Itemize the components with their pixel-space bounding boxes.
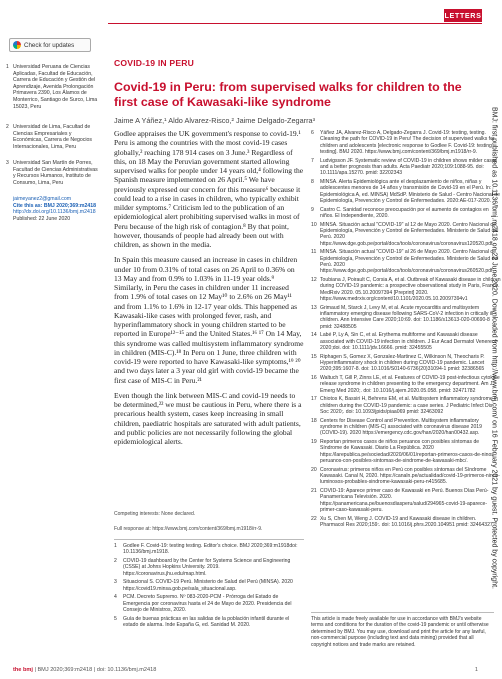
reference-item	[311, 439, 501, 464]
reference-item	[311, 179, 501, 204]
reference-number: 20	[311, 466, 317, 473]
reference-number: 17	[311, 396, 317, 403]
reference-number: 12	[311, 277, 317, 283]
reference-number: 15	[311, 353, 317, 360]
published-date: Published: 22 June 2020	[13, 216, 71, 223]
author-email[interactable]: jaimeyanez2@gmail.com	[13, 196, 72, 202]
reference-text: PCM. Decreto Supremo. Nº 083-2020-PCM - Prórroga del Estado de Emergencia por coronavirus hasta el 24 de Mayo de 2020. Presidencia del Consejo de Ministros, 2020.	[123, 594, 292, 613]
reference-item	[311, 249, 501, 274]
reference-text: COVID-19: Aparece primer caso de Kawasaki en Perú. Buenos Días Perú-Panamericana Televisión. 2020. https://panamericana.pe/buenosdiasperu/salud/294965-covid-19-aparece-primer-caso-kawasaki-peru.	[320, 487, 489, 514]
reference-text: Labé P, Ly A, Sin C, et al. Erythema multiforme and Kawasaki disease associated with COVID-19 infection in children. J Eur Acad Dermatol Venereol 2020;doi. doi: 10.1111/jdv.16666. pmid: 32455505	[320, 332, 496, 352]
reference-text: Riphagen S, Gomez X, Gonzalez-Martinez C, Wilkinson N, Theocharis P. Hyperinflammatory shock in children during COVID-19 pandemic. Lancet 2020;395:1607-8. doi: 10.1016/S0140-6736(20)31094-1 pmid: 32386565	[320, 353, 485, 373]
journal-name: the bmj	[13, 667, 33, 673]
reference-number: 21	[311, 487, 317, 494]
reference-item	[114, 579, 304, 592]
reference-item	[311, 130, 501, 155]
affiliation-text: Universidad San Martín de Porres, Facultad de Ciencias Administrativas y Recursos Humanos, Instituto de Consumo, Lima, Peru	[13, 160, 98, 186]
crossmark-icon	[13, 41, 21, 49]
footer-citation	[13, 667, 156, 673]
reference-text: Waltuch T, Gill P, Zinns LE, et al. Features of COVID-19 post-infectious cytokine release syndrome in children presenting to the emergency department. Am J Emerg Med 2020;. doi: 10.1016/j.ajem.2020.05.058. pmid: 32471782	[320, 375, 500, 394]
affiliation-number: 1	[6, 64, 9, 70]
reference-item	[311, 375, 501, 394]
reference-item	[114, 594, 304, 613]
affiliation-1	[6, 64, 101, 110]
author-list: Jaime A Yáñez,¹ Aldo Alvarez-Risco,² Jaime Delgado-Zegarra³	[114, 116, 316, 125]
reference-text: Godlee F. Covid-19: testing testing. Editor's choice. BMJ 2020;369:m1918doi: 10.1136/bmj.m1918.	[123, 543, 298, 556]
affiliation-text: Universidad de Lima, Facultad de Ciencias Empresariales y Económicas, Carrera de Negocios Internacionales, Lima, Peru	[13, 124, 93, 150]
body-paragraph: Even though the link between MIS-C and covid-19 needs to be determined,²² we must be cautious in Peru, where there is a precarious health system, cases keep increasing in small children, paediatric hospitals are saturated with adult patients, and public policies are not necessarily following the global epidemiological alerts.	[114, 390, 302, 446]
download-watermark-text: BMJ: first published as 10.1136/bmj.m2418 on 22 June 2020. Downloaded from http://www.bmj.com/ on 16 February 2021 by guest. Protected by copyright.	[490, 107, 498, 589]
reference-text: Castro C. Sanidad reconoce preocupación por el aumento de contagios en niños. El Independiente, 2020.	[320, 206, 489, 220]
reference-number: 16	[311, 375, 317, 381]
reference-text: Ludvigsson JF. Systematic review of COVID-19 in children shows milder cases and a better prognosis than adults. Acta Paediatr 2020;109:1088-95. doi: 10.1111/apa.15270. pmid: 32202343	[320, 157, 498, 177]
reference-text: MINSA. Alerta Epidemiológica ante el desplazamiento de niños, niñas y adolescentes menores de 14 años y transmisión de Covid-19 en el Perú. In: Epidemiológica A, ed. MINSA) MdSdP. Ministerio de Salud - Centro Nacional de Epidemiología, Prevención y Control de Enfermedades. 2020:AE-017-2020.	[320, 179, 500, 205]
affiliation-text: Universidad Peruana de Ciencias Aplicadas, Facultad de Educación, Carrera de Educación y Gestión del Aprendizaje, Avenida Prolongación Primavera 2390, Los Álamos de Monterrico, Santiago de Surco, Lima 15023, Peru	[13, 64, 98, 110]
affiliation-number: 2	[6, 124, 9, 130]
page-number: 1	[474, 667, 478, 673]
full-response: Full response at: https://www.bmj.com/content/369/bmj.m1918/rr-9.	[114, 526, 263, 532]
reference-item	[311, 305, 501, 330]
article-meta	[13, 196, 105, 223]
reference-item	[311, 467, 501, 486]
references-rule	[114, 539, 304, 540]
check-updates-button[interactable]	[9, 38, 91, 52]
reference-text: Chiotos K, Bassiri H, Behrens EM, et al. Multisystem inflammatory syndrome in children during the COVID-19 pandemic: a case series. J Pediatric Infect Dis Soc 2020;. doi: 10.1093/jpids/piaa069 pmid: 32463092	[320, 396, 499, 416]
reference-number: 3	[114, 579, 117, 586]
download-watermark	[488, 28, 500, 668]
reference-text: Grimaud M, Starck J, Levy M, et al. Acute myocarditis and multisystem inflammatory emerging disease following SARS-CoV-2 infection in critically ill children. Ann Intensive Care 2020;10:69. doi: 10.1186/s13613-020-00690-8 pmid: 32488505	[320, 304, 494, 330]
reference-number: 22	[311, 515, 317, 522]
reference-text: Guía de buenas prácticas en las salidas de la población infantil durante el estado de alarma. Inde España G, ed. Sanidad M. 2020.	[123, 615, 290, 628]
check-updates-label: Check for updates	[24, 41, 75, 49]
section-tag: LETTERS	[444, 11, 482, 20]
reference-item	[311, 516, 501, 529]
reference-item	[311, 488, 501, 513]
article-title: Covid-19 in Peru: from supervised walks for children to the first case of Kawasaki-like syndrome	[114, 80, 462, 109]
reference-text: Reportan primeros casos de niños peruanos con posibles síntomas de Síndrome de Kawasaki. Diario La República. 2020 https://larepublica.pe/sociedad/2020/06/01/reportan-primeros-casos-de-ninos-peruanos-con-posibles-sintomas-de-sindrome-de-kawasaki-mbc/.	[320, 438, 496, 465]
reference-item	[311, 396, 501, 415]
page-footer	[0, 664, 502, 679]
reference-number: 18	[311, 417, 317, 424]
affiliation-2	[6, 124, 101, 150]
reference-number: 11	[311, 249, 317, 256]
body-paragraph: In Spain this measure caused an increase in cases in children under 10 from 0.31% of total cases on 26 April to 0.36% on 13 May and from 0.9% to 1.03% in 11-19 year olds.⁹ Similarly, in Peru the cases in children under 11 increased from 1.9% of total cases on 12 May¹⁰ to 2.6% on 26 May¹¹ and from 1.1% to 1.6% in 12-17 year olds. This happened as Kawasaki-like cases with prolonged fever, rash, and hyperinflammatory shock in young children started to be reported in Europe¹²⁻¹⁵ and the United States.¹⁶ ¹⁷ On 14 May, this syndrome was called multisystem inflammatory syndrome in children (MIS-C).¹⁸ In Peru on 1 June, three children with covid-19 were reported to have Kawasaki-like symptoms,¹⁹ ²⁰ and two days later a 3 year old girl with covid-19 became the first case of MIS-C in Peru.²¹	[114, 255, 304, 385]
reference-number: 10	[311, 221, 317, 228]
body-paragraph: Godlee appraises the UK government's response to covid-19.¹ Peru is among the countries with the most covid-19 cases globally,² reaching 178 914 cases on 3 June.³ Regardless of this, on 18 May the Peruvian government started allowing supervised walks for people under 14 years old,⁴ following the Spanish measure implemented on 26 April.⁵ We have previously expressed our concern for this measure⁶ because it could lead to a rise in cases in children, who typically exhibit milder symptoms.⁷ Criticism led to the publication of an epidemiological alert prohibiting supervised walks in most of Peru because of the high risk of contagion.⁸ By that point, however, thousands of people had already been out with children, as shown in the media.	[114, 129, 304, 249]
reference-text: Xu S, Chen M, Weng J. COVID-19 and Kawasaki disease in children. Pharmacol Res 2020;159:. doi: 10.1016/j.phrs.2020.104951 pmid: 32464327	[320, 515, 493, 528]
reference-text: Yáñez JA, Alvarez-Risco A, Delgado-Zegarra J. Covid-19: testing, testing. Cleaning the path for COVID-19 in Peru! The decision of supervised walks for children and adolescents [electronic response to Godlee F. Covid-19: testing testing]. BMJ 2020. https://www.bmj.com/content/369/bmj.m1918/rr-9.	[320, 130, 495, 156]
reference-number: 8	[311, 179, 314, 185]
reference-item	[311, 354, 501, 373]
reference-number: 4	[114, 594, 117, 601]
reference-number: 7	[311, 157, 314, 164]
reference-item	[311, 418, 501, 437]
reference-number: 19	[311, 438, 317, 445]
reference-number: 14	[311, 332, 317, 339]
reference-text: MINSA. Situación actual "COVID-19" al 26 de Mayo 2020. Centro Nacional de Epidemiología, Prevención y Control de Enfermedades. Ministerio de Salud del Perú. 2020 https://www.dge.gob.pe/portal/docs/tools/coronavirus/coronavirus260520.pdf.	[320, 249, 499, 275]
reference-number: 9	[311, 206, 314, 213]
reference-item	[311, 158, 501, 177]
reference-item	[114, 558, 304, 577]
reference-text: Centers for Disease Control and Prevention. Multisystem inflammatory syndrome in children (MIS-C) associated with coronavirus disease 2019 (COVID-19). 2020 https://emergency.cdc.gov/han/2020/han00432.asp.	[320, 417, 482, 437]
reference-number: 2	[114, 557, 117, 564]
affiliation-number: 3	[6, 160, 9, 166]
doi-link[interactable]: http://dx.doi.org/10.1136/bmj.m2418	[13, 209, 96, 216]
reference-text: Situacional S. COVID-19 Perú. Ministerio de Salud del Perú (MINSA). 2020 https://covid19.minsa.gob.pe/sala_situacional.asp.	[123, 579, 293, 592]
cite-as: Cite this as: BMJ 2020;369:m2418	[13, 202, 97, 209]
header-rule	[108, 23, 482, 24]
section-kicker: COVID-19 IN PERU	[114, 58, 195, 68]
reference-item	[311, 207, 501, 220]
reference-text: MINSA. Situación actual "COVID-19" al 12 de Mayo 2020. Centro Nacional de Epidemiología, Prevención y Control de Enfermedades. Ministerio de Salud del Perú. 2020 https://www.dge.gob.pe/portal/docs/tools/coronavirus/coronavirus120520.pdf.	[320, 221, 499, 247]
competing-interests: Competing interests: None declared.	[114, 511, 196, 517]
reference-text: COVID-19 dashboard by the Center for Systems Science and Engineering (CSSE) at Johns Hopkins University. 2019. https://coronavirus.jhu.edu/map.html.	[123, 557, 291, 577]
reference-number: 13	[311, 304, 317, 311]
reference-list-left	[114, 543, 304, 631]
affiliation-3	[6, 160, 101, 186]
reference-item	[311, 332, 501, 351]
reference-item	[114, 543, 304, 556]
reference-text: Toubiana J, Poirault C, Corsia A, et al. Outbreak of Kawasaki disease in children during COVID-19 pandemic: a prospective observational study in Paris, France. MedRxiv 2020. 05.10.20097394 [Preprint] 2020. https://www.medrxiv.org/content/10.1101/2020.05.10.20097394v1	[320, 277, 501, 303]
reference-number: 6	[311, 130, 314, 136]
reference-list-right	[311, 130, 501, 531]
reference-item	[311, 222, 501, 247]
reference-number: 1	[114, 543, 117, 549]
footer-doi: | BMJ 2020;369:m2418 | doi: 10.1136/bmj.m2418	[32, 667, 157, 673]
article-body	[114, 129, 304, 452]
reference-item	[114, 616, 304, 629]
reference-number: 5	[114, 615, 117, 622]
open-access-notice: This article is made freely available for use in accordance with BMJ's website terms and conditions for the duration of the covid-19 pandemic or until otherwise determined by BMJ. You may use, download and print the article for any lawful, non-commercial purpose (including text and data mining) provided that all copyright notices and trade marks are retained.	[311, 612, 494, 648]
top-bar	[0, 0, 502, 9]
reference-item	[311, 277, 501, 302]
reference-text: Coronavirus: primeros niños en Perú con posibles síntomas del Síndrome Kawasaki. Canal N, 2020. https://canaln.pe/actualidad/covid-19-primeros-ninos-luminosos-probables-sindrome-kawasaki-peru-n415685.	[320, 466, 500, 486]
